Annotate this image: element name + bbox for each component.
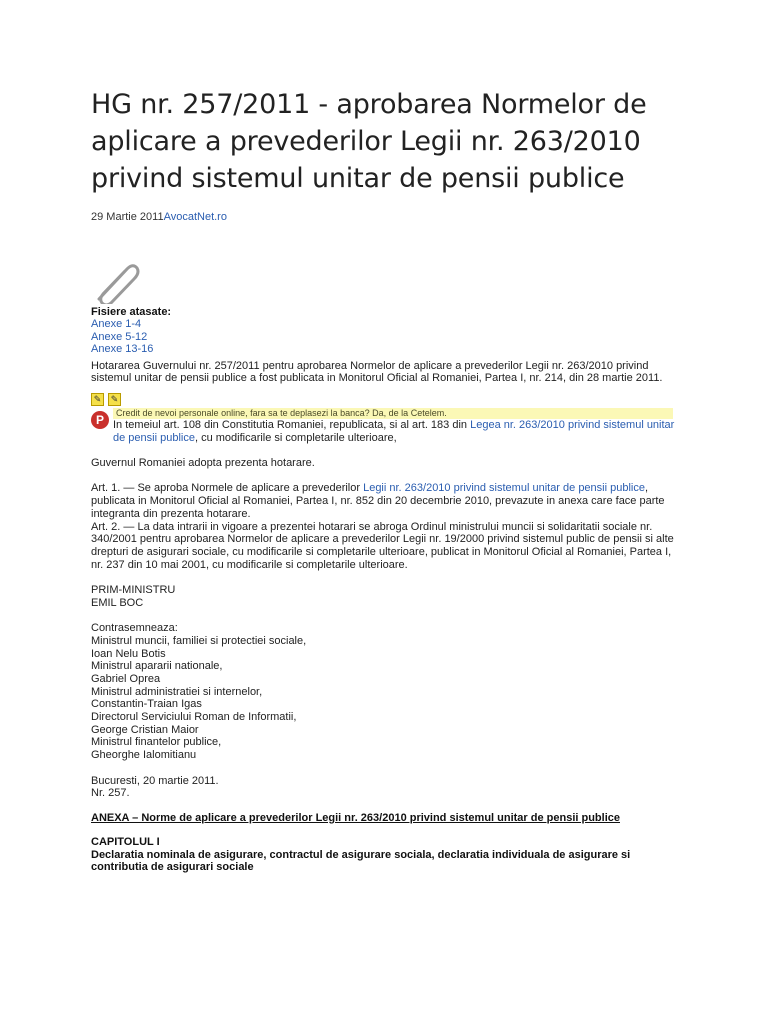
signatory-line: Directorul Serviciului Roman de Informatii, [91,711,297,724]
signatory-line: Ministrul administratiei si internelor, [91,685,263,698]
art1-paragraph [91,482,681,520]
prim-ministru-name: EMIL BOC [91,596,144,609]
source-link[interactable]: AvocatNet.ro [163,211,227,223]
signatory-line: Ministrul finantelor publice, [91,736,222,749]
prim-ministru-label: PRIM-MINISTRU [91,584,176,596]
document-number: Nr. 257. [91,787,130,800]
signatory-line: Constantin-Traian Igas [91,698,202,711]
paperclip-icon [91,259,141,304]
intro-paragraph: Hotararea Guvernului nr. 257/2011 pentru aprobarea Normelor de aplicare a prevederilor Legii nr. 263/2010 privind sistemul unitar de pensii publice a fost publicata in Monitorul Oficial al Romaniei, Partea I, nr. 214, din 28 martie 2011. [91,359,663,385]
article [91,86,681,874]
art2-paragraph: Art. 2. — La data intrarii in vigoare a prezentei hotarari se abroga Ordinul ministrului muncii si solidaritatii sociale nr. 340/2001 pentru aprobarea Normelor de aplicare a prevederilor Legii nr. 19/2000 privind sistemul public de pensii si alte drepturi de asigurari sociale, cu modificarile si completarile ulterioare, publicat in Monitorul Oficial al Romaniei, Partea I, nr. 237 din 10 mai 2001, cu modificarile si completarile ulterioare. [91,520,674,571]
capitol-title: Declaratia nominala de asigurare, contractul de asigurare sociala, declaratia individuala de asigurare si contributia de asigurari sociale [91,848,631,874]
ad-options-icon[interactable]: ✎ [91,393,104,406]
page-title: HG nr. 257/2011 - aprobarea Normelor de aplicare a prevederilor Legii nr. 263/2010 privind sistemul unitar de pensii publice [91,89,647,194]
art1-text-end: , publicata in Monitorul Oficial al Romaniei, Partea I, nr. 852 din 20 decembrie 2010, prevazute in anexa care face parte integranta din prezenta hotarare. [91,482,665,520]
attachment-link-2[interactable]: Anexe 5-12 [91,330,148,343]
publish-date: 29 Martie 2011 [91,211,164,223]
ad-row [91,408,681,444]
lege-link[interactable]: Legea nr. 263/2010 privind sistemul unitar de pensii publice [113,418,675,444]
signatory-line: Gabriel Oprea [91,672,161,685]
ad-close-icon[interactable]: ✎ [108,393,121,406]
contrasemneaza-label: Contrasemneaza: [91,622,178,635]
signatory-line: Ministrul apararii nationale, [91,660,223,673]
art1-text: Art. 1. — Se aproba Normele de aplicare a prevederilor [91,482,364,495]
article-meta [91,211,681,223]
signatory-line: Ministrul muncii, familiei si protectiei sociale, [91,634,307,647]
ad-toolbar [91,393,681,406]
temei-text: In temeiul art. 108 din Constitutia Romaniei, republicata, si al art. 183 din [113,418,471,431]
signatory-line: Gheorghe Ialomitianu [91,749,197,762]
attachments-label: Fisiere atasate: [91,306,172,318]
place-date: Bucuresti, 20 martie 2011. [91,774,219,787]
attachment-link-1[interactable]: Anexe 1-4 [91,318,142,330]
ad-banner[interactable]: Credit de nevoi personale online, fara sa te deplasezi la banca? Da, de la Cetelem. [113,408,673,419]
temei-paragraph [113,419,681,444]
attachment-link-3[interactable]: Anexe 13-16 [91,343,154,355]
adopta-paragraph: Guvernul Romaniei adopta prezenta hotarare. [91,457,315,469]
signatory-line: George Cristian Maior [91,723,199,736]
art1-lege-link[interactable]: Legii nr. 263/2010 privind sistemul unitar de pensii publice [363,482,645,495]
capitol-heading: CAPITOLUL I [91,835,160,848]
anexa-heading: ANEXA – Norme de aplicare a prevederilor Legii nr. 263/2010 privind sistemul unitar de pensii publice [91,811,620,824]
signatory-line: Ioan Nelu Botis [91,647,166,660]
temei-text-end: , cu modificarile si completarile ulterioare, [194,431,397,444]
ad-badge-icon[interactable]: P [91,411,109,429]
